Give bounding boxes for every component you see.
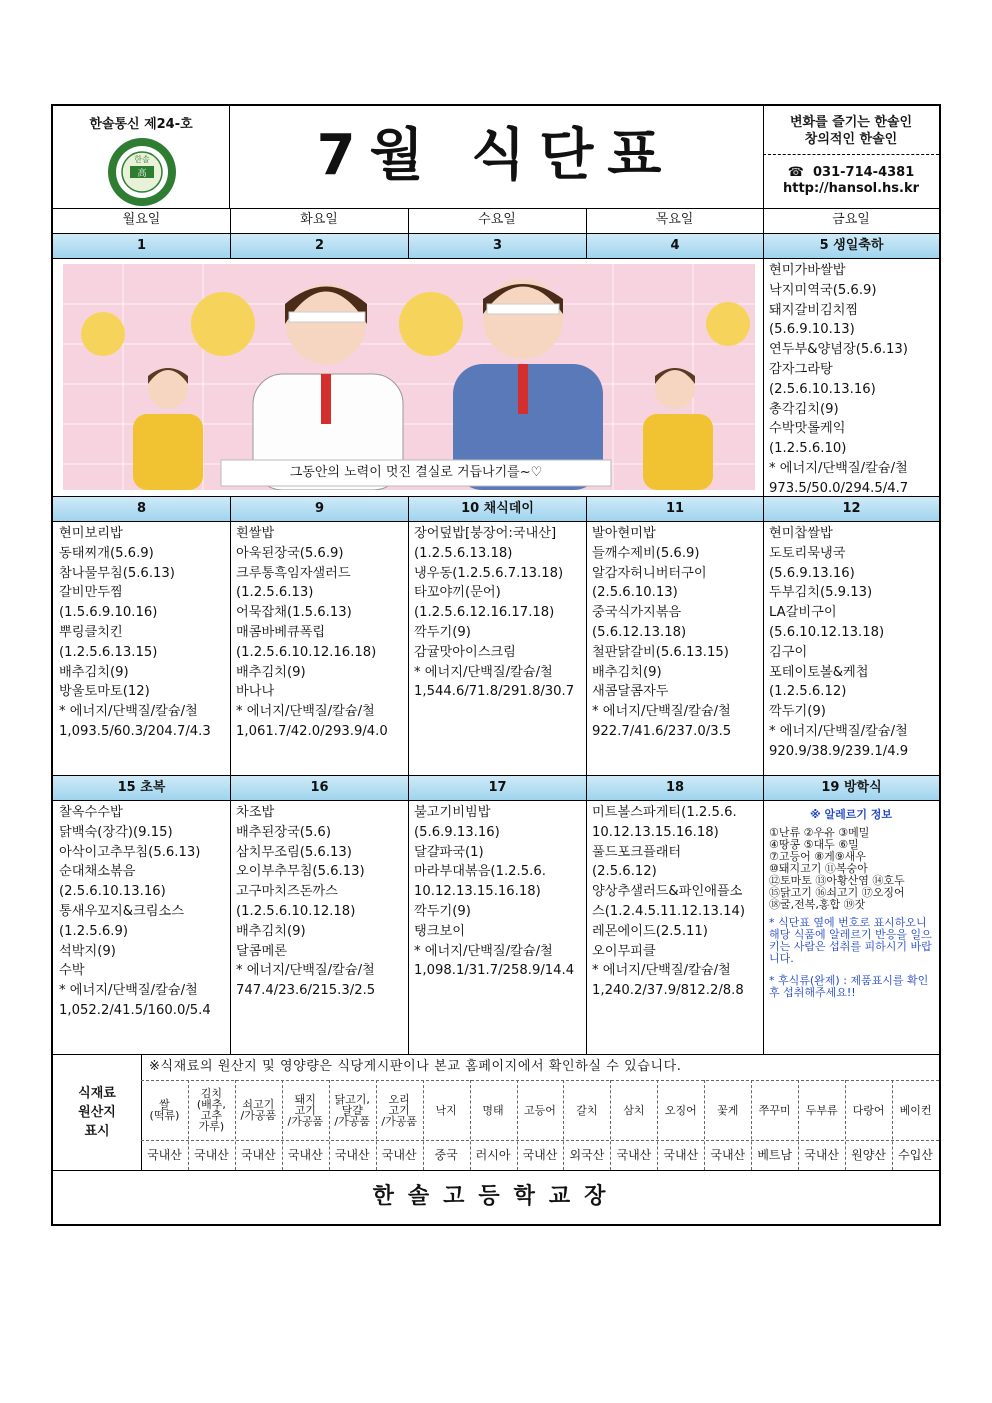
- origin-item-country: 러시아: [475, 1148, 511, 1162]
- school-url[interactable]: http://hansol.hs.kr: [782, 181, 920, 196]
- menu-jul-12: 현미찹쌀밥 도토리묵냉국 (5.6.9.13.16) 두부김치(5.9.13) LA갈비구이 (5.6.10.12.13.18) 김구이 포테이토볼&케첩 (1.2.5.6.12) 깍두기(9) * 에너지/단백질/칼슘/철 920.9/38.9/239.1/4.9: [769, 526, 909, 759]
- svg-text:한솔: 한솔: [134, 155, 150, 164]
- date-10: 10 채식데이: [409, 497, 586, 521]
- origin-label: 식재료 원산지 표시: [78, 1086, 116, 1139]
- origin-item-name: 김치 (배추, 고추 가루): [196, 1087, 226, 1133]
- origin-item-country: 외국산: [569, 1148, 605, 1162]
- day-fri: 금요일: [832, 212, 870, 227]
- origin-item-country: 국내산: [334, 1148, 370, 1162]
- origin-item-name: 명태: [482, 1103, 504, 1117]
- menu-jul-5: 현미가바쌀밥 낙지미역국(5.6.9) 돼지갈비김치찜 (5.6.9.10.13) 연두부&양념장(5.6.13) 감자그라탕 (2.5.6.10.13.16) 총각김치(9) 수박맛롤케익 (1.2.5.6.10) * 에너지/단백질/칼슘/철 973.5/50.0/294.5/4.7: [769, 263, 909, 496]
- origin-item-name: 삼치: [623, 1103, 645, 1117]
- date-12: 12: [764, 497, 939, 521]
- day-tue: 화요일: [300, 212, 338, 227]
- origin-item-name: 닭고기, 달걀 /가공품: [334, 1092, 371, 1128]
- menu-jul-9: 흰쌀밥 아욱된장국(5.6.9) 크루통흑임자샐러드 (1.2.5.6.13) 어묵잡채(1.5.6.13) 매콤바베큐폭립 (1.2.5.6.10.12.16.18) 배추김치(9) 바나나 * 에너지/단백질/칼슘/철 1,061.7/42.0/293.9/4.0: [236, 526, 388, 739]
- date-15: 15 초복: [53, 776, 230, 800]
- origin-item-name: 고등어: [524, 1103, 556, 1117]
- allergy-title: ※ 알레르기 정보: [809, 808, 893, 821]
- banner-image: [63, 264, 755, 490]
- origin-item-country: 국내산: [240, 1148, 276, 1162]
- allergy-info-box: [763, 801, 939, 1051]
- origin-item-name: 돼지 고기 /가공품: [287, 1092, 324, 1128]
- origin-item-country: 국내산: [710, 1148, 746, 1162]
- origin-item-name: 오징어: [664, 1103, 697, 1117]
- menu-jul-11: 발아현미밥 들깨수제비(5.6.9) 알감자허니버터구이 (2.5.6.10.13) 중국식가지볶음 (5.6.12.13.18) 철판닭갈비(5.6.13.15) 배추김치(9) 새콤달콤자두 * 에너지/단백질/칼슘/철 922.7/41.6/237.0/3.5: [592, 526, 732, 739]
- origin-item-name: 베이컨: [899, 1103, 932, 1117]
- date-1: 1: [53, 234, 230, 258]
- svg-text:高: 高: [137, 169, 147, 179]
- origin-item-name: 오리 고기 /가공품: [381, 1092, 417, 1128]
- origin-item-name: 두부류: [805, 1103, 838, 1117]
- dessert-note: * 후식류(완제) : 제품표시를 확인 후 섭취해주세요!!: [769, 974, 929, 999]
- menu-jul-16: 차조밥 배추된장국(5.6) 삼치무조림(5.6.13) 오이부추무침(5.6.13) 고구마치즈돈까스 (1.2.5.6.10.12.18) 배추김치(9) 달콤메론 * 에너지/단백질/칼슘/철 747.4/23.6/215.3/2.5: [236, 805, 376, 999]
- banner-caption: 그동안의 노력이 멋진 결실로 거듭나기를~♡: [289, 465, 543, 480]
- date-19: 19 방학식: [764, 776, 939, 800]
- allergy-list: ①난류 ②우유 ③메밀 ④땅콩 ⑤대두 ⑥밀 ⑦고등어 ⑧게⑨새우 ⑩돼지고기 ⑪복숭아 ⑫토마토 ⑬아황산염 ⑭호두 ⑮닭고기 ⑯쇠고기 ⑰오징어 ⑱굴,전복,홍합 ⑲잣: [769, 826, 905, 911]
- allergy-note: * 식단표 옆에 번호로 표시하오니 해당 식품에 알레르기 반응을 일으키는 사람은 섭취를 피하시기 바랍니다.: [769, 916, 932, 965]
- phone-icon: ☎: [787, 165, 804, 180]
- origin-notice: ※식재료의 원산지 및 영양량은 식당게시판이나 본교 홈페이지에서 확인하실 수 있습니다.: [149, 1059, 682, 1074]
- menu-jul-10: 장어덮밥[붕장어:국내산] (1.2.5.6.13.18) 냉우동(1.2.5.6.7.13.18) 타꼬야끼(문어) (1.2.5.6.12.16.17.18) 깍두기(9) 감귤맛아이스크림 * 에너지/단백질/칼슘/철 1,544.6/71.8/291.8/30.7: [414, 526, 575, 700]
- origin-grid: [141, 1080, 939, 1170]
- origin-item-country: 국내산: [616, 1148, 652, 1162]
- origin-item-country: 베트남: [757, 1148, 793, 1162]
- page-title: 7월 식단표: [316, 123, 676, 188]
- menu-jul-15: 찰옥수수밥 닭백숙(장각)(9.15) 아삭이고추무침(5.6.13) 순대채소볶음 (2.5.6.10.13.16) 통새우꼬지&크림소스 (1.2.5.6.9) 석박지(9) 수박 * 에너지/단백질/칼슘/철 1,052.2/41.5/160.0/5.4: [59, 805, 211, 1018]
- date-16: 16: [231, 776, 408, 800]
- menu-jul-8: 현미보리밥 동태찌개(5.6.9) 참나물무침(5.6.13) 갈비만두찜 (1.5.6.9.10.16) 뿌링클치킨 (1.2.5.6.13.15) 배추김치(9) 방울토마토(12) * 에너지/단백질/칼슘/철 1,093.5/60.3/204.7/4.3: [59, 526, 211, 739]
- origin-item-country: 국내산: [287, 1148, 323, 1162]
- issue-label: 한솔통신 제24-호: [89, 117, 193, 132]
- phone-number: 031-714-4381: [813, 165, 915, 180]
- menu-sheet: [51, 104, 941, 1226]
- origin-item-name: 쌀 (떡류): [149, 1098, 180, 1122]
- slogan-line2: 창의적인 한솔인: [804, 132, 898, 147]
- day-mon: 월요일: [122, 212, 161, 227]
- origin-item-country: 국내산: [194, 1148, 229, 1162]
- day-wed: 수요일: [478, 212, 516, 227]
- slogan-line1: 변화를 즐기는 한솔인: [789, 115, 913, 130]
- origin-item-name: 쇠고기 /가공품: [240, 1098, 277, 1122]
- origin-item-country: 원양산: [851, 1148, 886, 1162]
- origin-item-name: 꽃게: [717, 1103, 739, 1117]
- date-3: 3: [409, 234, 586, 258]
- origin-item-name: 낙지: [435, 1103, 457, 1117]
- origin-item-name: 갈치: [576, 1103, 598, 1117]
- origin-item-country: 국내산: [663, 1148, 699, 1162]
- school-logo: [106, 136, 178, 208]
- date-9: 9: [231, 497, 408, 521]
- date-5: 5 생일축하: [764, 234, 939, 258]
- date-11: 11: [587, 497, 763, 521]
- menu-jul-17: 불고기비빔밥 (5.6.9.13.16) 달걀파국(1) 마라부대볶음(1.2.5.6. 10.12.13.15.16.18) 깍두기(9) 탱크보이 * 에너지/단백질/칼슘/철 1,098.1/31.7/258.9/14.4: [414, 805, 575, 979]
- date-2: 2: [231, 234, 408, 258]
- day-thu: 목요일: [655, 212, 694, 227]
- principal-signature: 한솔고등학교장: [372, 1184, 620, 1209]
- origin-item-country: 국내산: [147, 1148, 182, 1162]
- menu-jul-18: 미트볼스파게티(1.2.5.6. 10.12.13.15.16.18) 풀드포크플래터 (2.5.6.12) 양상추샐러드&파인애플소 스(1.2.4.5.11.12.13.14) 레몬에이드(2.5.11) 오이무피클 * 에너지/단백질/칼슘/철 1,240.2/37.9/812.2/8.8: [592, 805, 746, 999]
- date-18: 18: [587, 776, 763, 800]
- origin-item-name: 쭈꾸미: [758, 1103, 791, 1117]
- origin-item-country: 국내산: [381, 1148, 417, 1162]
- date-8: 8: [53, 497, 230, 521]
- origin-item-country: 중국: [434, 1148, 458, 1162]
- date-4: 4: [587, 234, 763, 258]
- date-17: 17: [409, 776, 586, 800]
- origin-item-country: 국내산: [522, 1148, 558, 1162]
- origin-item-name: 다랑어: [852, 1103, 885, 1117]
- origin-item-country: 수입산: [898, 1148, 933, 1162]
- origin-item-country: 국내산: [804, 1148, 840, 1162]
